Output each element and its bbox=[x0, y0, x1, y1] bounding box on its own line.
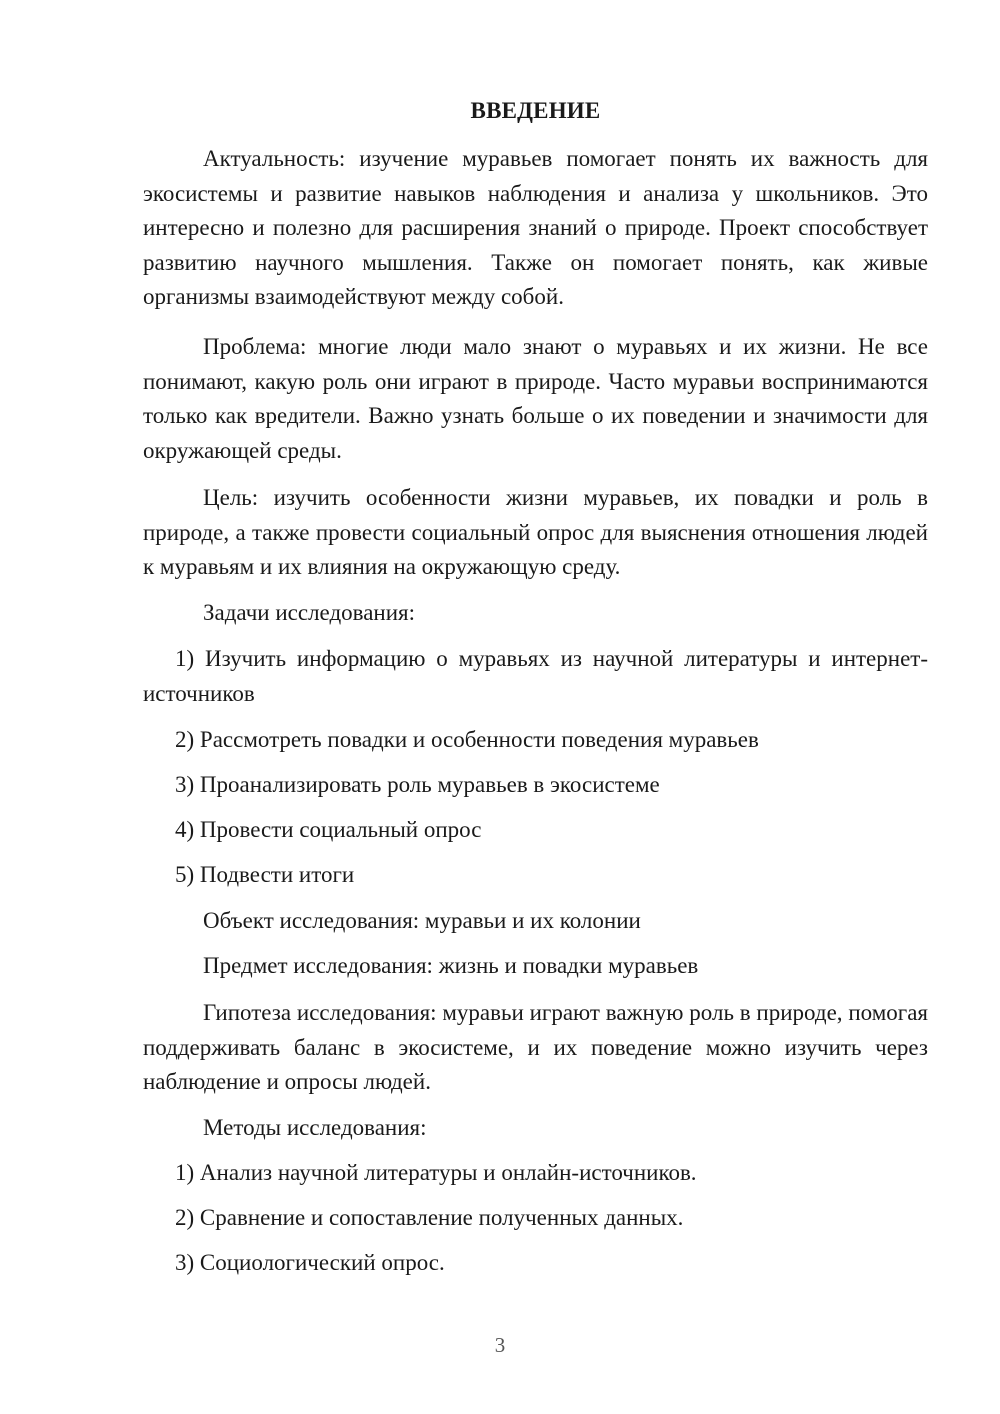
method-item-3: 3) Социологический опрос. bbox=[175, 1250, 445, 1275]
method-item-1: 1) Анализ научной литературы и онлайн-источников. bbox=[175, 1160, 697, 1185]
task-item-1: 1) Изучить информацию о муравьях из научной литературы и интернет-источников bbox=[143, 646, 928, 706]
task-item-2: 2) Рассмотреть повадки и особенности поведения муравьев bbox=[175, 727, 759, 752]
tasks-heading: Задачи исследования: bbox=[203, 600, 416, 625]
goal-paragraph: Цель: изучить особенности жизни муравьев, их повадки и роль в природе, а также провести социальный опрос для выяснения отношения людей к муравьям и их влияния на окружающую среду. bbox=[143, 485, 928, 579]
task-item-4: 4) Провести социальный опрос bbox=[175, 817, 482, 842]
task-item-3: 3) Проанализировать роль муравьев в экосистеме bbox=[175, 772, 660, 797]
methods-heading: Методы исследования: bbox=[203, 1115, 427, 1140]
task-item-5: 5) Подвести итоги bbox=[175, 862, 355, 887]
page-number: 3 bbox=[494, 1333, 506, 1357]
hypothesis-paragraph: Гипотеза исследования: муравьи играют важную роль в природе, помогая поддерживать баланс в экосистеме, и их поведение можно изучить через наблюдение и опросы людей. bbox=[143, 1000, 928, 1094]
problem-paragraph: Проблема: многие люди мало знают о муравьях и их жизни. Не все понимают, какую роль они играют в природе. Часто муравьи воспринимаются только как вредители. Важно узнать больше о их поведении и значимости для окружающей среды. bbox=[143, 334, 928, 463]
relevance-paragraph: Актуальность: изучение муравьев помогает понять их важность для экосистемы и развитие навыков наблюдения и анализа у школьников. Это интересно и полезно для расширения знаний о природе. Проект способствует развитию научного мышления. Также он помогает понять, как живые организмы взаимодействуют между собой. bbox=[143, 146, 928, 309]
object-line: Объект исследования: муравьи и их колонии bbox=[203, 908, 641, 933]
subject-line: Предмет исследования: жизнь и повадки муравьев bbox=[203, 953, 699, 978]
method-item-2: 2) Сравнение и сопоставление полученных данных. bbox=[175, 1205, 684, 1230]
section-title: ВВЕДЕНИЕ bbox=[470, 98, 601, 123]
